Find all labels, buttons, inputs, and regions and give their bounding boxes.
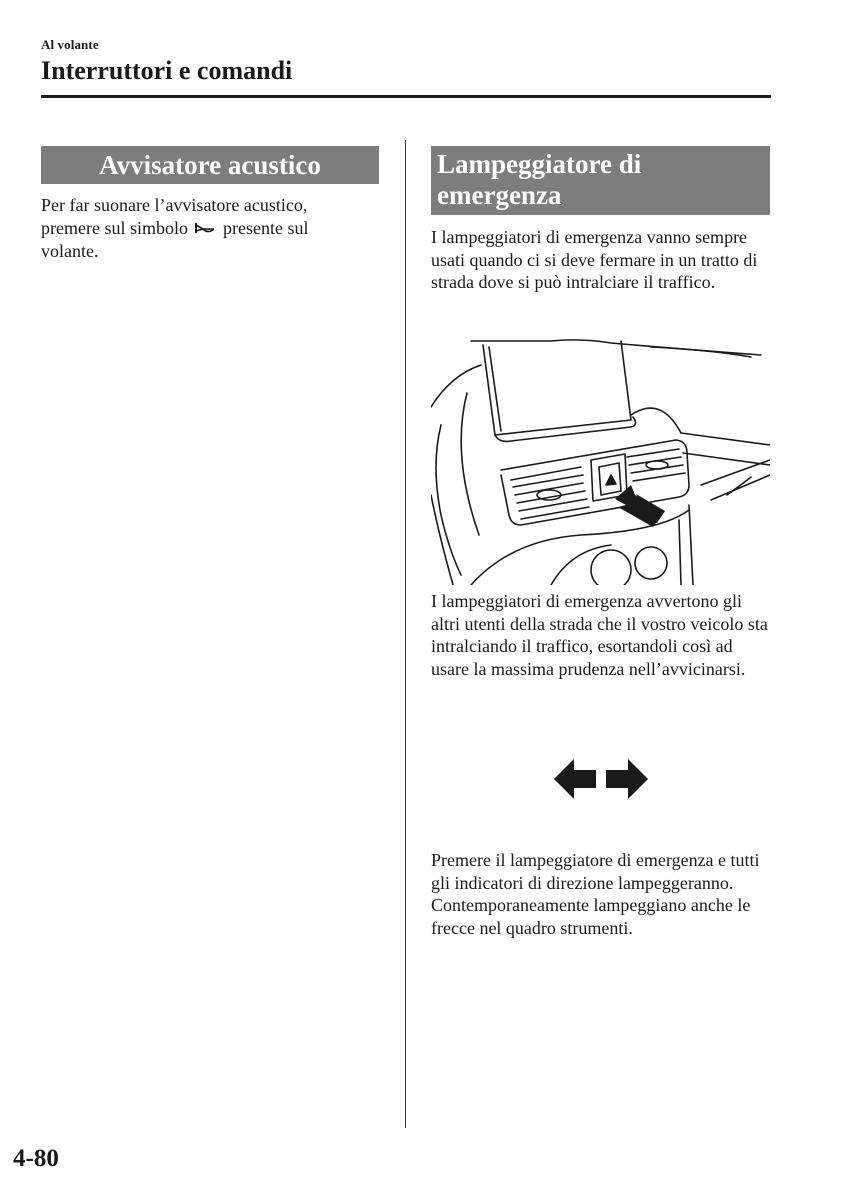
turn-indicator-arrows — [552, 757, 650, 801]
horn-text-start: Per far suonare l’avvisatore acustico, premere sul simbolo — [41, 195, 308, 238]
section-title-horn: Avvisatore acustico — [41, 146, 379, 184]
title-rule — [41, 95, 771, 98]
hazard-paragraph-3: Premere il lampeggiatore di emergenza e tutti gli indicatori di direzione lampeggeranno. Contemporaneamente lampeggiano anche le frecce nel quadro strumenti. — [431, 850, 760, 938]
page-title: Interruttori e comandi — [41, 56, 293, 85]
hazard-paragraph-1: I lampeggiatori di emergenza vanno sempre usati quando ci si deve fermare in un tratto di strada dove si può intralciare il traffico. — [431, 227, 758, 292]
horn-icon — [194, 218, 216, 241]
horn-instructions — [41, 194, 366, 263]
hazard-paragraph-2: I lampeggiatori di emergenza avvertono gli altri utenti della strada che il vostro veicolo sta intralciando il traffico, esortandoli così ad usare la massima prudenza nell’avvicinarsi. — [431, 591, 768, 679]
page-number: 4-80 — [13, 1145, 59, 1172]
left-turn-arrow-icon — [554, 759, 596, 799]
section-title-hazard: Lampeggiatore di emergenza — [431, 146, 770, 215]
right-turn-arrow-icon — [606, 759, 648, 799]
hazard-switch-illustration — [431, 335, 770, 585]
horn-text-end: presente sul volante. — [41, 217, 309, 261]
column-divider — [405, 140, 406, 1128]
breadcrumb: Al volante — [41, 37, 99, 52]
